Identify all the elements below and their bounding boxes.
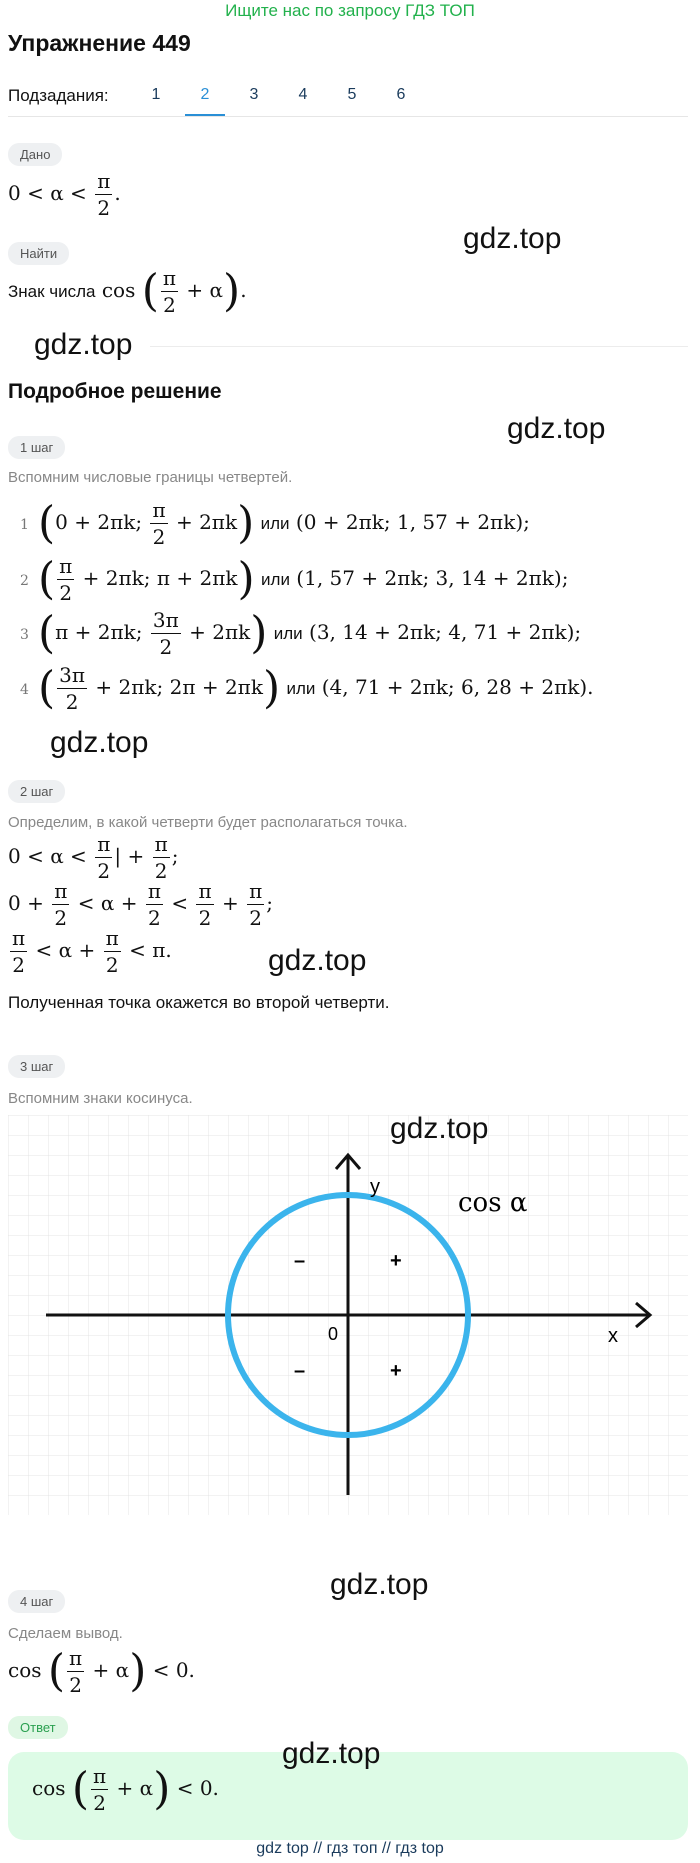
step3-text: Вспомним знаки косинуса.: [8, 1090, 193, 1107]
find-text: Знак числа: [8, 282, 96, 301]
divider: [150, 346, 688, 347]
given-badge: Дано: [8, 143, 62, 166]
tab-6[interactable]: 6: [396, 86, 406, 103]
sign-quadrant-1: +: [390, 1250, 402, 1272]
sign-quadrant-3: –: [294, 1360, 306, 1382]
solution-title: Подробное решение: [8, 380, 222, 403]
tab-4[interactable]: 4: [298, 86, 308, 103]
sign-quadrant-2: –: [294, 1250, 306, 1272]
function-label: cos α: [458, 1188, 528, 1218]
inequality-1: 0 < α < $\frac{\pi}{2}$ | + $\frac{\pi}{2}$ ;: [8, 832, 179, 883]
answer-formula: cos ( $\frac{\pi}{2}$ + α) < 0.: [32, 1763, 219, 1815]
step4-badge: 4 шаг: [8, 1590, 65, 1613]
step3-badge: 3 шаг: [8, 1055, 65, 1078]
sign-quadrant-4: +: [390, 1360, 402, 1382]
quarter-2: 2 ( $\frac{\pi}{2}$ + 2πk; π + 2πk) или (1, 57 + 2πk; 3, 14 + 2πk);: [20, 553, 569, 605]
step1-text: Вспомним числовые границы четвертей.: [8, 469, 293, 486]
step2-conclusion: Полученная точка окажется во второй четверти.: [8, 993, 390, 1012]
find-badge: Найти: [8, 242, 69, 265]
page-title: Упражнение 449: [8, 30, 191, 56]
x-axis-label: x: [608, 1325, 618, 1347]
find-formula: Знак числа cos ( $\frac{\pi}{2}$ + α).: [8, 265, 247, 317]
answer-badge: Ответ: [8, 1716, 68, 1739]
step4-text: Сделаем вывод.: [8, 1625, 123, 1642]
subtasks-label: Подзадания:: [8, 86, 109, 105]
subtask-nav: [8, 84, 688, 117]
watermark: gdz.top: [330, 1568, 429, 1601]
step2-text: Определим, в какой четверти будет располагаться точка.: [8, 814, 408, 831]
quarter-4: 4 ( $\frac{3\pi}{2}$ + 2πk; 2π + 2πk) или (4, 71 + 2πk; 6, 28 + 2πk).: [20, 662, 594, 714]
conclusion-formula: cos ( $\frac{\pi}{2}$ + α) < 0.: [8, 1645, 195, 1697]
tab-5[interactable]: 5: [347, 86, 357, 103]
given-formula: 0 < α < $\frac{\pi}{2}$ .: [8, 169, 121, 220]
origin-label: 0: [328, 1324, 339, 1344]
step2-badge: 2 шаг: [8, 780, 65, 803]
footer-links[interactable]: gdz top // гдз топ // гдз top: [256, 1840, 444, 1857]
watermark: gdz.top: [268, 944, 367, 977]
tab-2[interactable]: 2: [185, 86, 225, 116]
search-banner[interactable]: Ищите нас по запросу ГДЗ ТОП: [225, 1, 475, 20]
tab-3[interactable]: 3: [249, 86, 259, 103]
quarter-1: 1 (0 + 2πk; $\frac{\pi}{2}$ + 2πk) или (0 + 2πk; 1, 57 + 2πk);: [20, 497, 530, 549]
inequality-3: $\frac{\pi}{2}$ < α + $\frac{\pi}{2}$ < π.: [12, 926, 172, 977]
inequality-2: 0 + $\frac{\pi}{2}$ < α + $\frac{\pi}{2}$ < $\frac{\pi}{2}$ + $\frac{\pi}{2}$ ;: [8, 879, 273, 930]
quarter-3: 3 (π + 2πk; $\frac{3\pi}{2}$ + 2πk) или (3, 14 + 2πk; 4, 71 + 2πk);: [20, 607, 582, 659]
watermark: gdz.top: [34, 328, 133, 361]
watermark: gdz.top: [463, 222, 562, 255]
watermark: gdz.top: [282, 1737, 381, 1770]
watermark: gdz.top: [50, 726, 149, 759]
cosine-sign-diagram: [8, 1115, 688, 1515]
step1-badge: 1 шаг: [8, 436, 65, 459]
watermark: gdz.top: [507, 412, 606, 445]
watermark: gdz.top: [390, 1112, 489, 1145]
tab-1[interactable]: 1: [151, 86, 161, 103]
y-axis-label: y: [370, 1176, 380, 1198]
